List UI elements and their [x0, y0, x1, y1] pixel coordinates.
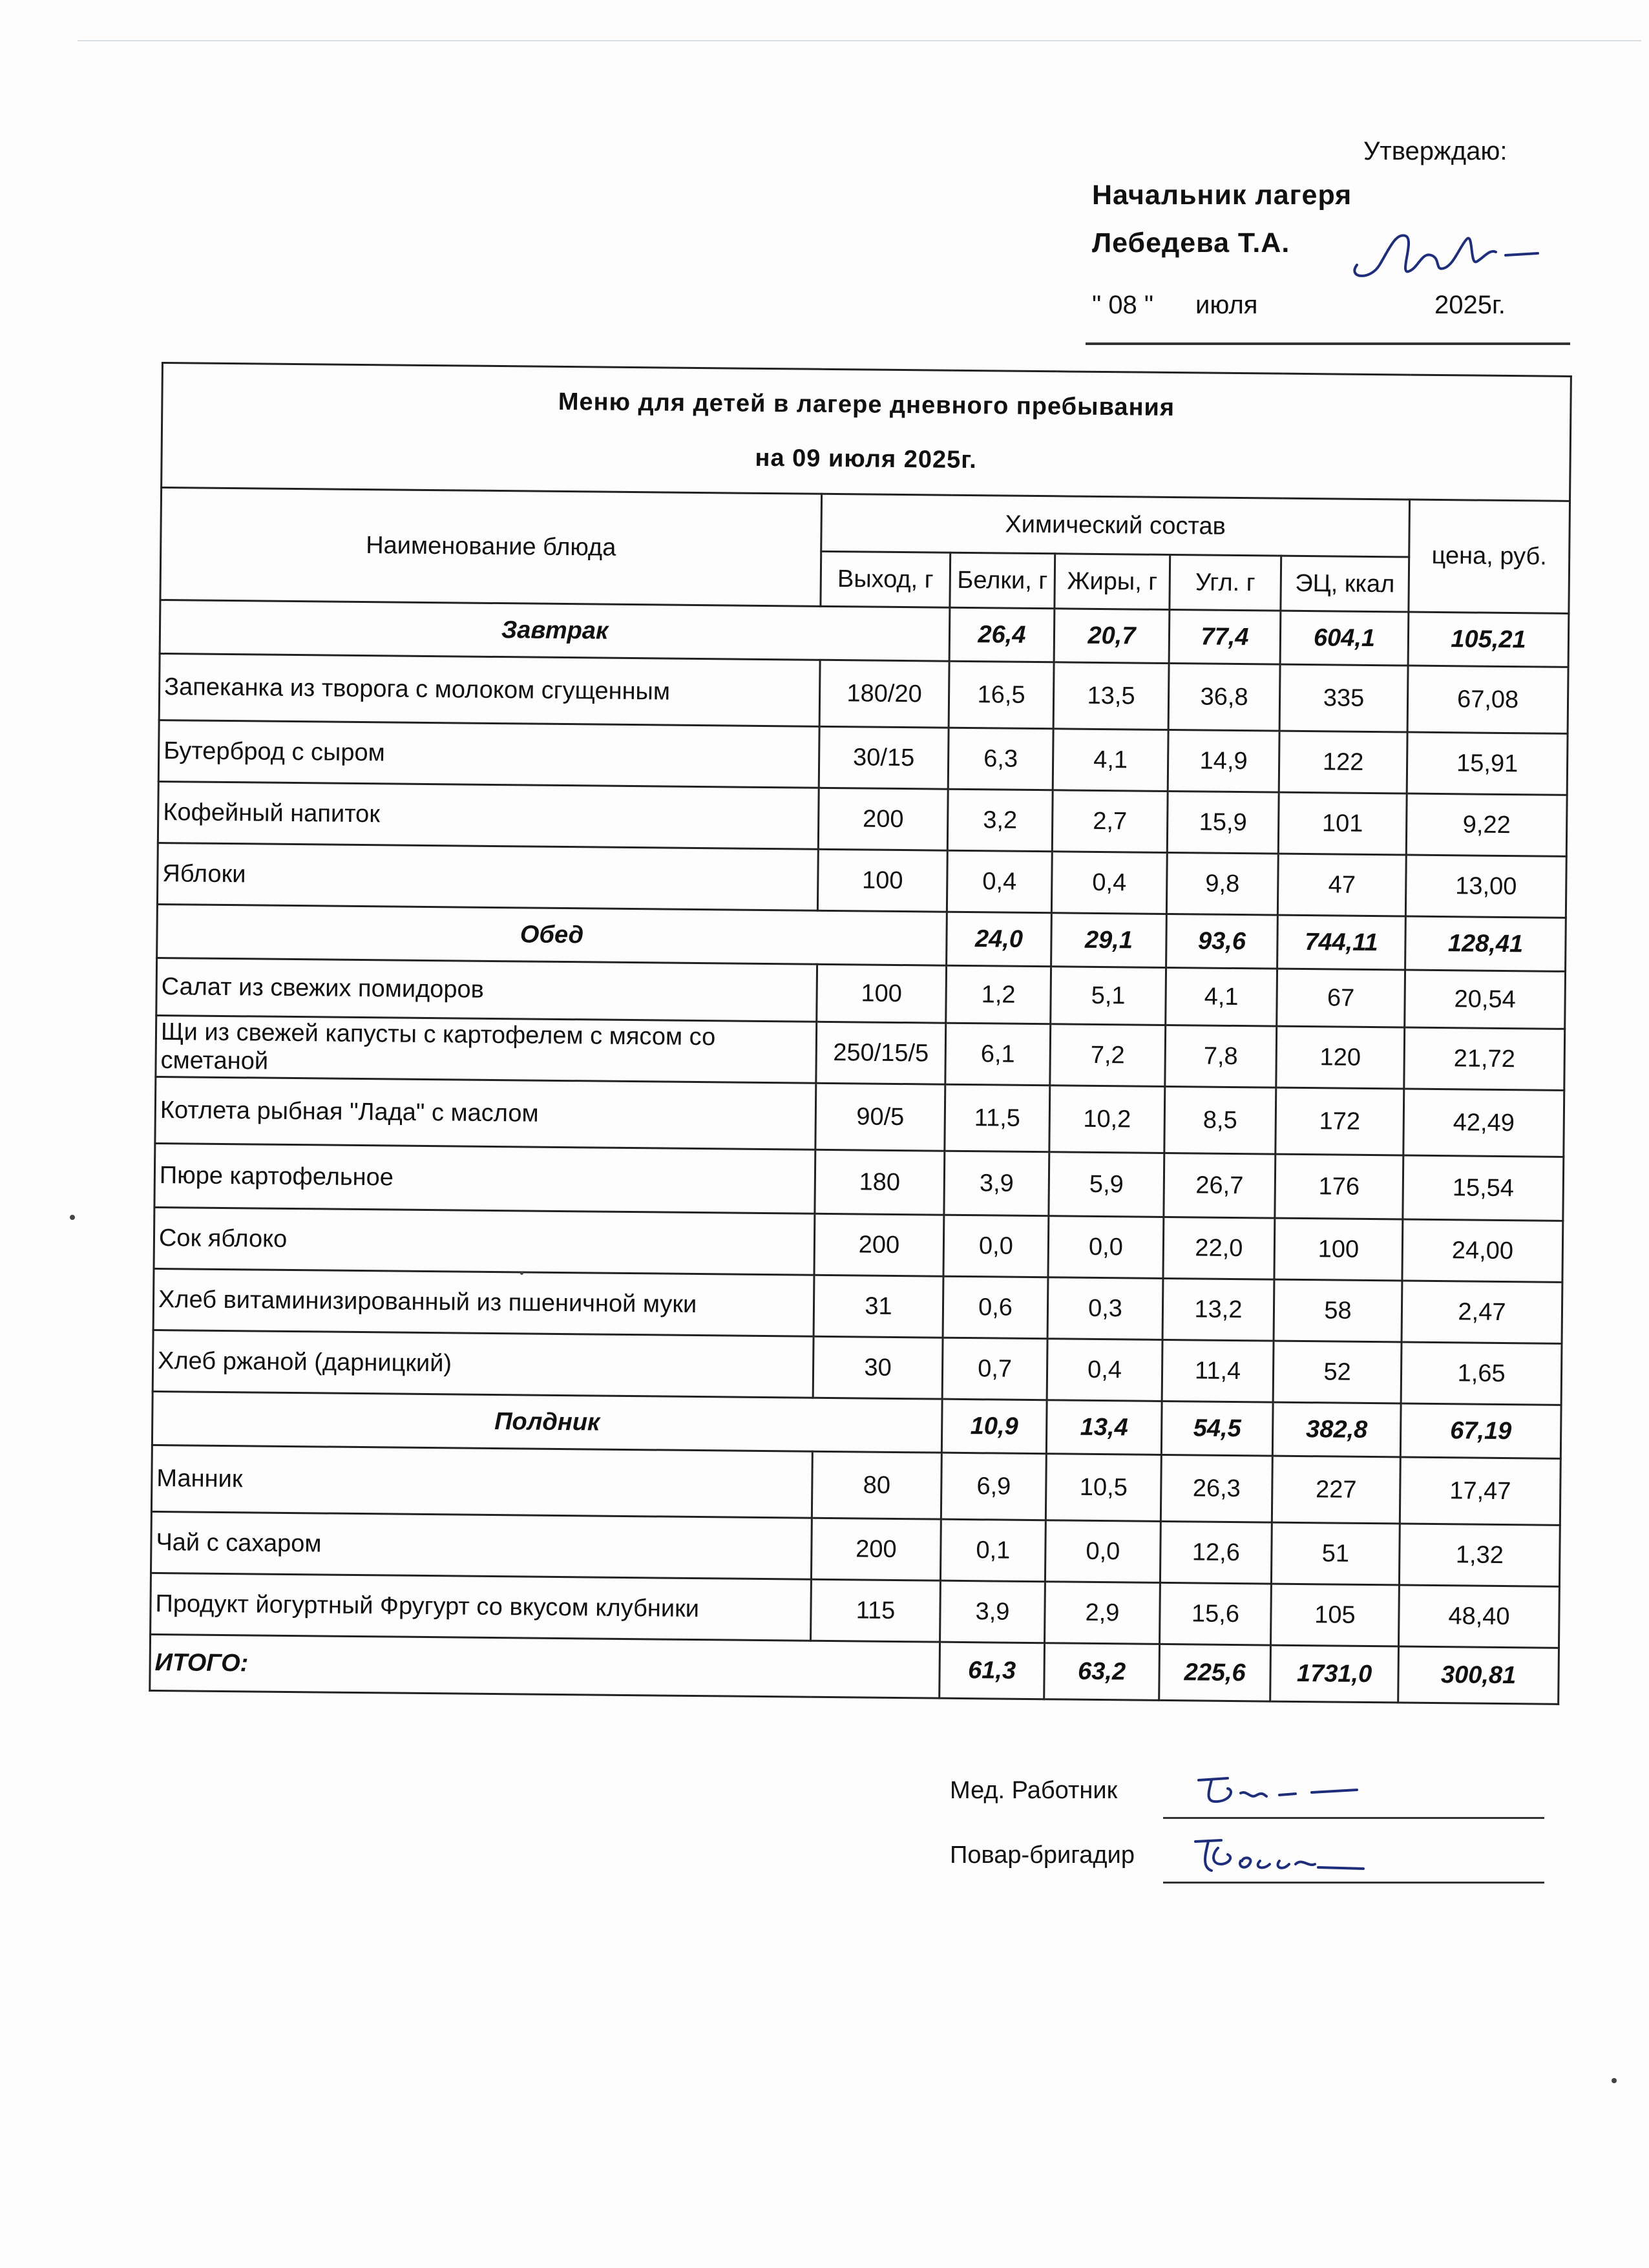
total-value-cell: 61,3: [940, 1642, 1045, 1699]
date-day: " 08 ": [1092, 291, 1154, 319]
dish-value-cell: 22,0: [1163, 1217, 1275, 1279]
dish-value-cell: 227: [1272, 1456, 1400, 1524]
dish-value-cell: 180: [815, 1150, 945, 1215]
dish-value-cell: 26,7: [1164, 1153, 1276, 1218]
dish-value-cell: 0,0: [1048, 1216, 1164, 1279]
section-total-cell: 382,8: [1272, 1402, 1401, 1457]
dish-value-cell: 10,5: [1045, 1454, 1161, 1522]
approval-name: Лебедева Т.А.: [1092, 227, 1290, 258]
dish-value-cell: 0,0: [943, 1215, 1049, 1277]
dish-value-cell: 122: [1279, 731, 1407, 793]
dish-value-cell: 2,47: [1402, 1281, 1562, 1343]
dish-value-cell: 9,22: [1406, 793, 1567, 856]
header-fat: Жиры, г: [1055, 554, 1170, 610]
dish-value-cell: 115: [811, 1579, 941, 1642]
section-total-cell: 29,1: [1051, 913, 1167, 968]
dish-value-cell: 4,1: [1166, 967, 1277, 1026]
dish-value-cell: 2,9: [1045, 1582, 1161, 1644]
scan-speck: [520, 1272, 523, 1275]
dish-value-cell: 13,00: [1405, 855, 1566, 918]
header-carbs: Угл. г: [1170, 554, 1281, 611]
date-year: 2025г.: [1434, 291, 1506, 319]
dish-value-cell: 67,08: [1407, 666, 1568, 733]
medic-label: Мед. Работник: [950, 1777, 1118, 1804]
cook-sign-line: [1163, 1882, 1544, 1884]
dish-value-cell: 30: [813, 1336, 943, 1399]
dish-value-cell: 250/15/5: [816, 1022, 946, 1084]
scan-speck: [1612, 2078, 1617, 2083]
dish-value-cell: 0,3: [1047, 1277, 1163, 1340]
dish-value-cell: 58: [1274, 1279, 1402, 1342]
dish-value-cell: 42,49: [1403, 1089, 1564, 1157]
dish-name: Котлета рыбная "Лада" с маслом: [155, 1076, 816, 1150]
section-total-cell: 13,4: [1046, 1400, 1162, 1455]
dish-value-cell: 31: [814, 1275, 943, 1338]
dish-value-cell: 172: [1276, 1087, 1404, 1155]
dish-value-cell: 1,2: [946, 965, 1051, 1024]
dish-value-cell: 6,3: [948, 728, 1053, 790]
dish-value-cell: 20,54: [1405, 970, 1566, 1029]
dish-value-cell: 180/20: [819, 660, 949, 728]
title-row: [162, 363, 1571, 501]
dish-value-cell: 11,4: [1162, 1339, 1274, 1402]
section-name: Полдник: [152, 1391, 942, 1453]
section-total-cell: 20,7: [1054, 609, 1170, 664]
header-kcal: ЭЦ, ккал: [1281, 556, 1409, 612]
dish-value-cell: 30/15: [819, 726, 949, 789]
section-total-cell: 77,4: [1169, 609, 1281, 664]
dish-value-cell: 100: [817, 964, 947, 1023]
dish-value-cell: 0,4: [1051, 852, 1167, 914]
dish-value-cell: 13,5: [1053, 662, 1169, 730]
dish-name: Щи из свежей капусты с картофелем с мясом со сметаной: [156, 1015, 817, 1083]
dish-value-cell: 176: [1275, 1154, 1403, 1219]
dish-value-cell: 3,2: [947, 789, 1053, 852]
dish-value-cell: 17,47: [1400, 1457, 1560, 1525]
dish-value-cell: 90/5: [815, 1083, 945, 1151]
total-value-cell: 300,81: [1398, 1646, 1559, 1704]
menu-table-wrap: [154, 362, 1570, 1692]
dish-value-cell: 335: [1279, 664, 1408, 732]
total-label: ИТОГО:: [150, 1634, 940, 1698]
date-underline: [1086, 342, 1570, 345]
dish-value-cell: 6,9: [941, 1453, 1046, 1520]
cook-signature: [1189, 1829, 1422, 1887]
dish-name: Яблоки: [157, 843, 818, 910]
dish-name: Пюре картофельное: [154, 1143, 815, 1213]
dish-value-cell: 0,6: [943, 1276, 1048, 1339]
dish-value-cell: 48,40: [1399, 1585, 1560, 1648]
dish-value-cell: 8,5: [1164, 1086, 1276, 1154]
dish-value-cell: 15,54: [1403, 1155, 1564, 1221]
header-dish-name: Наименование блюда: [160, 488, 822, 607]
header-output: Выход, г: [821, 551, 951, 607]
dish-value-cell: 7,8: [1165, 1025, 1277, 1087]
dish-name: Салат из свежих помидоров: [156, 958, 817, 1022]
approval-label: Утверждаю:: [1363, 137, 1507, 165]
dish-value-cell: 1,65: [1401, 1342, 1562, 1405]
dish-value-cell: 11,5: [945, 1084, 1050, 1152]
approval-role: Начальник лагеря: [1092, 180, 1352, 211]
dish-value-cell: 7,2: [1050, 1024, 1166, 1087]
dish-value-cell: 67: [1277, 969, 1405, 1027]
dish-name: Манник: [151, 1445, 812, 1518]
dish-name: Бутерброд с сыром: [158, 720, 819, 788]
dish-value-cell: 10,2: [1049, 1086, 1165, 1153]
section-total-cell: 128,41: [1405, 916, 1566, 971]
dish-name: Хлеб ржаной (дарницкий): [152, 1330, 814, 1398]
dish-value-cell: 52: [1273, 1341, 1402, 1403]
dish-value-cell: 101: [1278, 792, 1407, 855]
dish-value-cell: 16,5: [949, 661, 1054, 729]
header-price: цена, руб.: [1409, 499, 1570, 613]
section-total-cell: 26,4: [949, 607, 1055, 662]
dish-value-cell: 100: [817, 849, 947, 912]
section-total-cell: 24,0: [947, 912, 1052, 967]
section-total-cell: 93,6: [1166, 914, 1278, 969]
date-month: июля: [1195, 291, 1258, 319]
section-total-cell: 604,1: [1280, 611, 1409, 666]
section-name: Обед: [157, 904, 947, 965]
medic-signature: [1189, 1764, 1383, 1816]
dish-value-cell: 5,9: [1049, 1152, 1164, 1217]
section-total-cell: 10,9: [941, 1399, 1047, 1454]
dish-value-cell: 12,6: [1160, 1521, 1272, 1584]
dish-value-cell: 4,1: [1053, 729, 1168, 792]
director-signature: [1344, 220, 1551, 291]
dish-value-cell: 3,9: [940, 1580, 1045, 1643]
dish-value-cell: 9,8: [1166, 852, 1278, 915]
dish-value-cell: 0,1: [940, 1519, 1045, 1582]
dish-name: Продукт йогуртный Фругурт со вкусом клубники: [151, 1573, 812, 1641]
dish-value-cell: 120: [1276, 1026, 1405, 1089]
dish-value-cell: 26,3: [1161, 1454, 1272, 1522]
dish-value-cell: 24,00: [1402, 1219, 1563, 1282]
dish-value-cell: 15,91: [1407, 732, 1568, 795]
dish-value-cell: 105: [1271, 1584, 1400, 1646]
dish-value-cell: 6,1: [945, 1023, 1051, 1086]
menu-title: [162, 363, 1571, 501]
dish-value-cell: 1,32: [1399, 1524, 1560, 1586]
scan-speck: [70, 1215, 75, 1220]
dish-value-cell: 13,2: [1162, 1278, 1274, 1341]
dish-name: Запеканка из творога с молоком сгущенным: [159, 653, 820, 726]
medic-sign-line: [1163, 1817, 1544, 1819]
menu-title-line1: Меню для детей в лагере дневного пребывания: [558, 388, 1175, 422]
dish-value-cell: 0,4: [1047, 1339, 1162, 1402]
dish-value-cell: 47: [1277, 854, 1406, 916]
header-chem: Химический состав: [821, 494, 1410, 557]
dish-value-cell: 200: [814, 1213, 944, 1276]
dish-value-cell: 5,1: [1051, 967, 1166, 1025]
dish-value-cell: 15,9: [1167, 791, 1279, 854]
cook-row: [937, 1829, 1557, 1880]
menu-table: [149, 362, 1572, 1705]
dish-value-cell: 0,7: [942, 1338, 1047, 1400]
dish-value-cell: 21,72: [1404, 1027, 1565, 1090]
dish-name: Сок яблоко: [154, 1207, 815, 1275]
dish-value-cell: 51: [1271, 1522, 1400, 1585]
dish-value-cell: 0,4: [947, 850, 1052, 913]
dish-value-cell: 3,9: [944, 1151, 1049, 1216]
scan-edge-line: [78, 40, 1641, 41]
menu-table-body: [150, 363, 1571, 1705]
dish-value-cell: 14,9: [1168, 730, 1279, 792]
section-total-cell: 54,5: [1161, 1401, 1273, 1456]
dish-name: Хлеб витаминизированный из пшеничной муки: [153, 1268, 814, 1336]
dish-value-cell: 15,6: [1160, 1582, 1272, 1645]
dish-value-cell: 100: [1274, 1218, 1403, 1281]
menu-title-line2: на 09 июля 2025г.: [755, 444, 978, 474]
dish-name: Чай с сахаром: [151, 1511, 812, 1579]
section-total-cell: 67,19: [1400, 1403, 1561, 1458]
section-total-cell: 105,21: [1408, 612, 1569, 667]
total-value-cell: 63,2: [1044, 1643, 1160, 1701]
dish-value-cell: 80: [812, 1451, 941, 1519]
total-value-cell: 1731,0: [1270, 1645, 1399, 1703]
dish-value-cell: 2,7: [1052, 790, 1168, 853]
medic-row: [937, 1764, 1557, 1816]
section-total-cell: 744,11: [1277, 915, 1406, 970]
dish-value-cell: 200: [818, 788, 948, 850]
header-protein: Белки, г: [950, 552, 1055, 609]
dish-value-cell: 0,0: [1045, 1520, 1161, 1583]
dish-value-cell: 200: [811, 1518, 941, 1580]
section-name: Завтрак: [160, 600, 950, 661]
total-value-cell: 225,6: [1159, 1644, 1271, 1701]
dish-value-cell: 36,8: [1168, 663, 1280, 731]
dish-name: Кофейный напиток: [158, 781, 819, 849]
cook-label: Повар-бригадир: [950, 1842, 1135, 1869]
